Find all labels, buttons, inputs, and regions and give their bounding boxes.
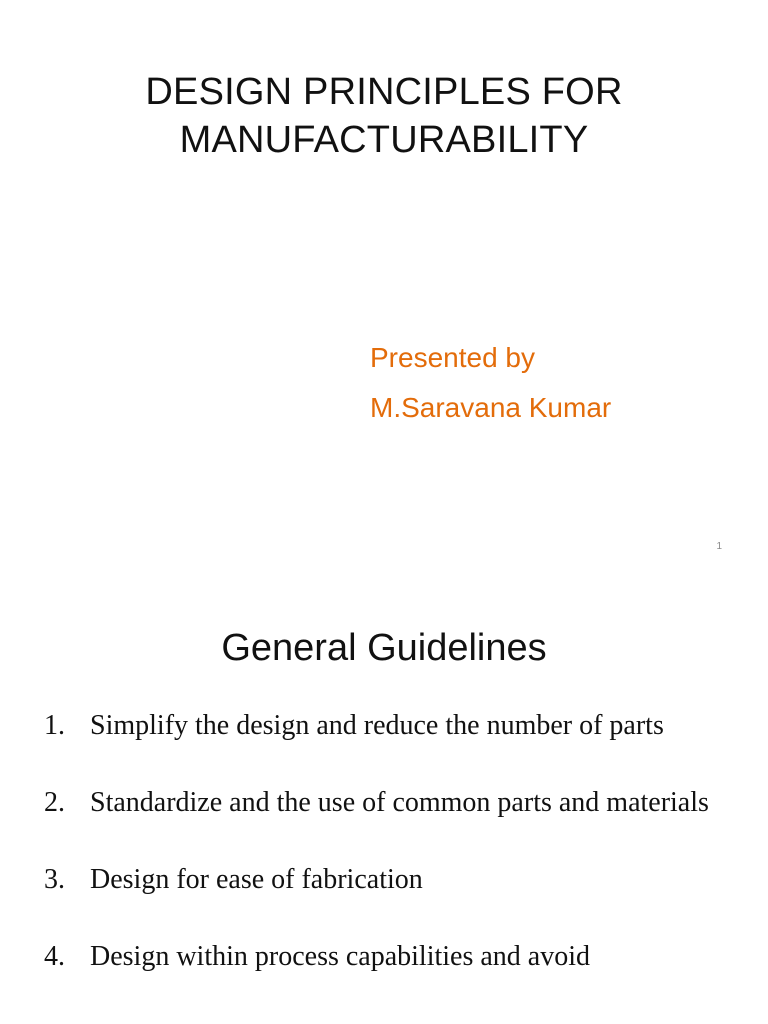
slide-title-line-2: MANUFACTURABILITY (179, 119, 589, 161)
list-item-number: 2. (44, 787, 65, 818)
slide-title (0, 68, 768, 164)
list-item-number: 4. (44, 941, 65, 972)
list-item-text: Standardize and the use of common parts and materials (90, 787, 709, 818)
guidelines-list (44, 710, 734, 1018)
list-item (44, 710, 734, 741)
section-title: General Guidelines (221, 627, 547, 669)
slide-number: 1 (716, 541, 722, 552)
list-item (44, 787, 734, 818)
presenter-label: Presented by (370, 342, 535, 373)
list-item (44, 864, 734, 895)
list-item-number: 3. (44, 864, 65, 895)
presenter-name: M.Saravana Kumar (370, 392, 612, 423)
presenter-block (370, 333, 611, 433)
list-item-text: Design within process capabilities and avoid (90, 941, 590, 972)
slide-title-line-1: DESIGN PRINCIPLES FOR (145, 71, 623, 113)
list-item (44, 941, 734, 972)
list-item-text: Simplify the design and reduce the number of parts (90, 710, 664, 741)
list-item-text: Design for ease of fabrication (90, 864, 423, 895)
list-item-number: 1. (44, 710, 65, 741)
